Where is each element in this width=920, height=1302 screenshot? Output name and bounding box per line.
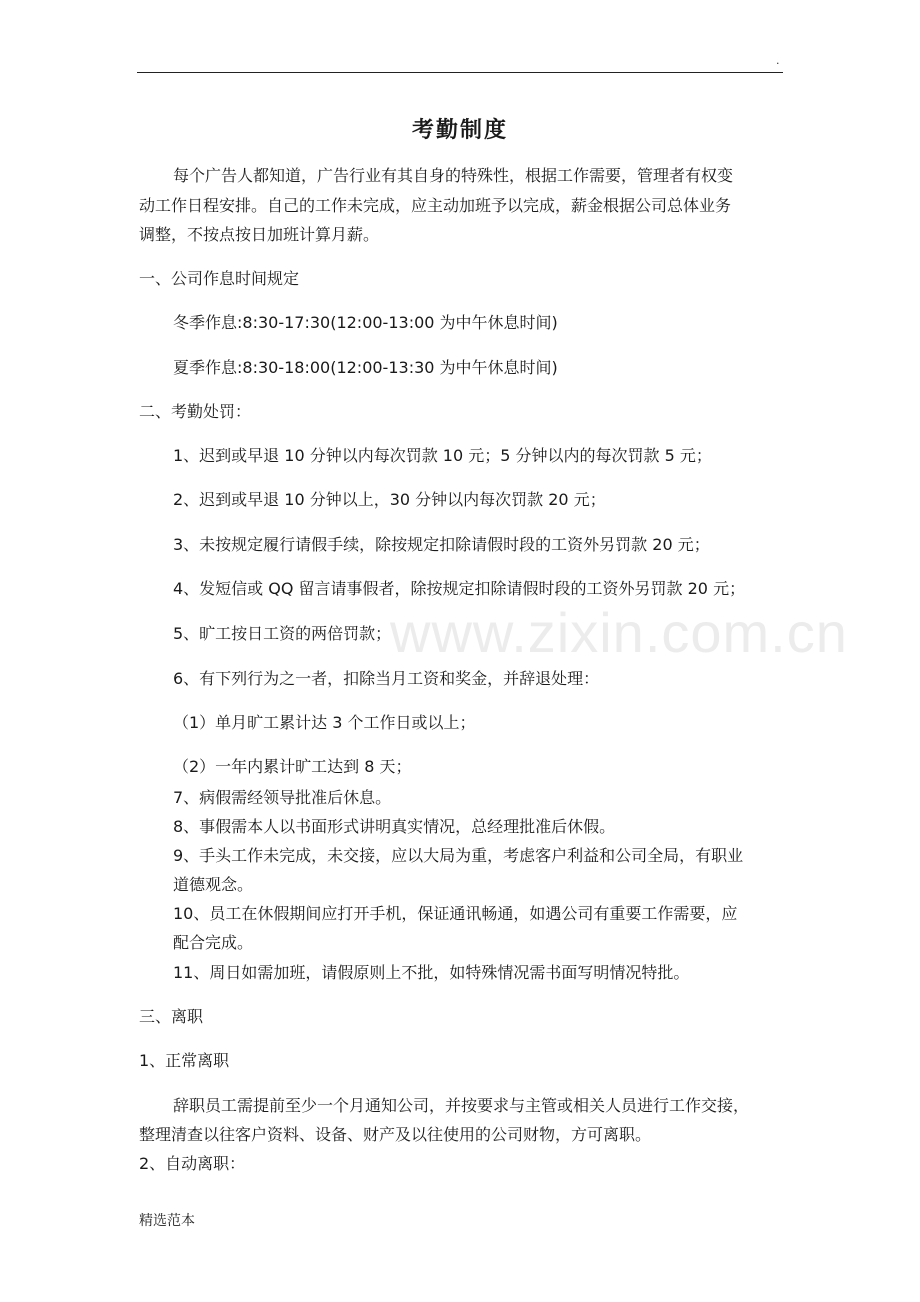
- subsection-heading: 2、自动离职：: [139, 1154, 246, 1173]
- rule-item-continued: 配合完成。: [173, 933, 254, 952]
- penalty-item: 6、有下列行为之一者，扣除当月工资和奖金，并辞退处理：: [173, 669, 600, 688]
- watermark: www.zixin.com.cn: [390, 601, 848, 664]
- section-heading: 一、公司作息时间规定: [139, 269, 300, 288]
- intro-line: 调整，不按点按日加班计算月薪。: [139, 225, 380, 244]
- penalty-item: 5、旷工按日工资的两倍罚款；: [173, 624, 392, 643]
- penalty-item: 1、迟到或早退 10 分钟以内每次罚款 10 元；5 分钟以内的每次罚款 5 元；: [173, 446, 712, 465]
- footer-label: 精选范本: [139, 1213, 195, 1229]
- penalty-subitem: （1）单月旷工累计达 3 个工作日或以上；: [173, 713, 476, 732]
- penalty-item: 2、迟到或早退 10 分钟以上，30 分钟以内每次罚款 20 元；: [173, 490, 606, 509]
- schedule-winter: 冬季作息:8:30-17:30(12:00-13:00 为中午休息时间): [173, 313, 558, 332]
- rule-item: 9、手头工作未完成，未交接，应以大局为重，考虑客户利益和公司全局，有职业: [173, 846, 744, 865]
- section-heading: 二、考勤处罚：: [139, 402, 252, 421]
- schedule-summer: 夏季作息:8:30-18:00(12:00-13:30 为中午休息时间): [173, 358, 558, 377]
- resignation-paragraph: 整理清查以往客户资料、设备、财产及以往使用的公司财物，方可离职。: [139, 1125, 652, 1144]
- intro-line: 每个广告人都知道，广告行业有其自身的特殊性，根据工作需要，管理者有权变: [173, 166, 734, 185]
- section-heading: 三、离职: [139, 1007, 204, 1026]
- rule-item-continued: 道德观念。: [173, 875, 254, 894]
- subsection-heading: 1、正常离职: [139, 1051, 230, 1070]
- document-title: 考勤制度: [411, 117, 508, 143]
- resignation-paragraph: 辞职员工需提前至少一个月通知公司，并按要求与主管或相关人员进行工作交接，: [173, 1096, 750, 1115]
- penalty-item: 3、未按规定履行请假手续，除按规定扣除请假时段的工资外另罚款 20 元；: [173, 535, 710, 554]
- penalty-item: 4、发短信或 QQ 留言请事假者，除按规定扣除请假时段的工资外另罚款 20 元；: [173, 579, 746, 598]
- rule-item: 10、员工在休假期间应打开手机，保证通讯畅通，如遇公司有重要工作需要，应: [173, 904, 738, 923]
- rule-item: 11、周日如需加班，请假原则上不批，如特殊情况需书面写明情况特批。: [173, 963, 690, 982]
- rule-item: 7、病假需经领导批准后休息。: [173, 788, 392, 807]
- header-rule: [137, 72, 783, 73]
- rule-item: 8、事假需本人以书面形式讲明真实情况，总经理批准后休假。: [173, 817, 616, 836]
- header-dot: .: [776, 54, 780, 67]
- penalty-subitem: （2）一年内累计旷工达到 8 天；: [173, 757, 412, 776]
- intro-line: 动工作日程安排。自己的工作未完成，应主动加班予以完成，薪金根据公司总体业务: [139, 196, 732, 215]
